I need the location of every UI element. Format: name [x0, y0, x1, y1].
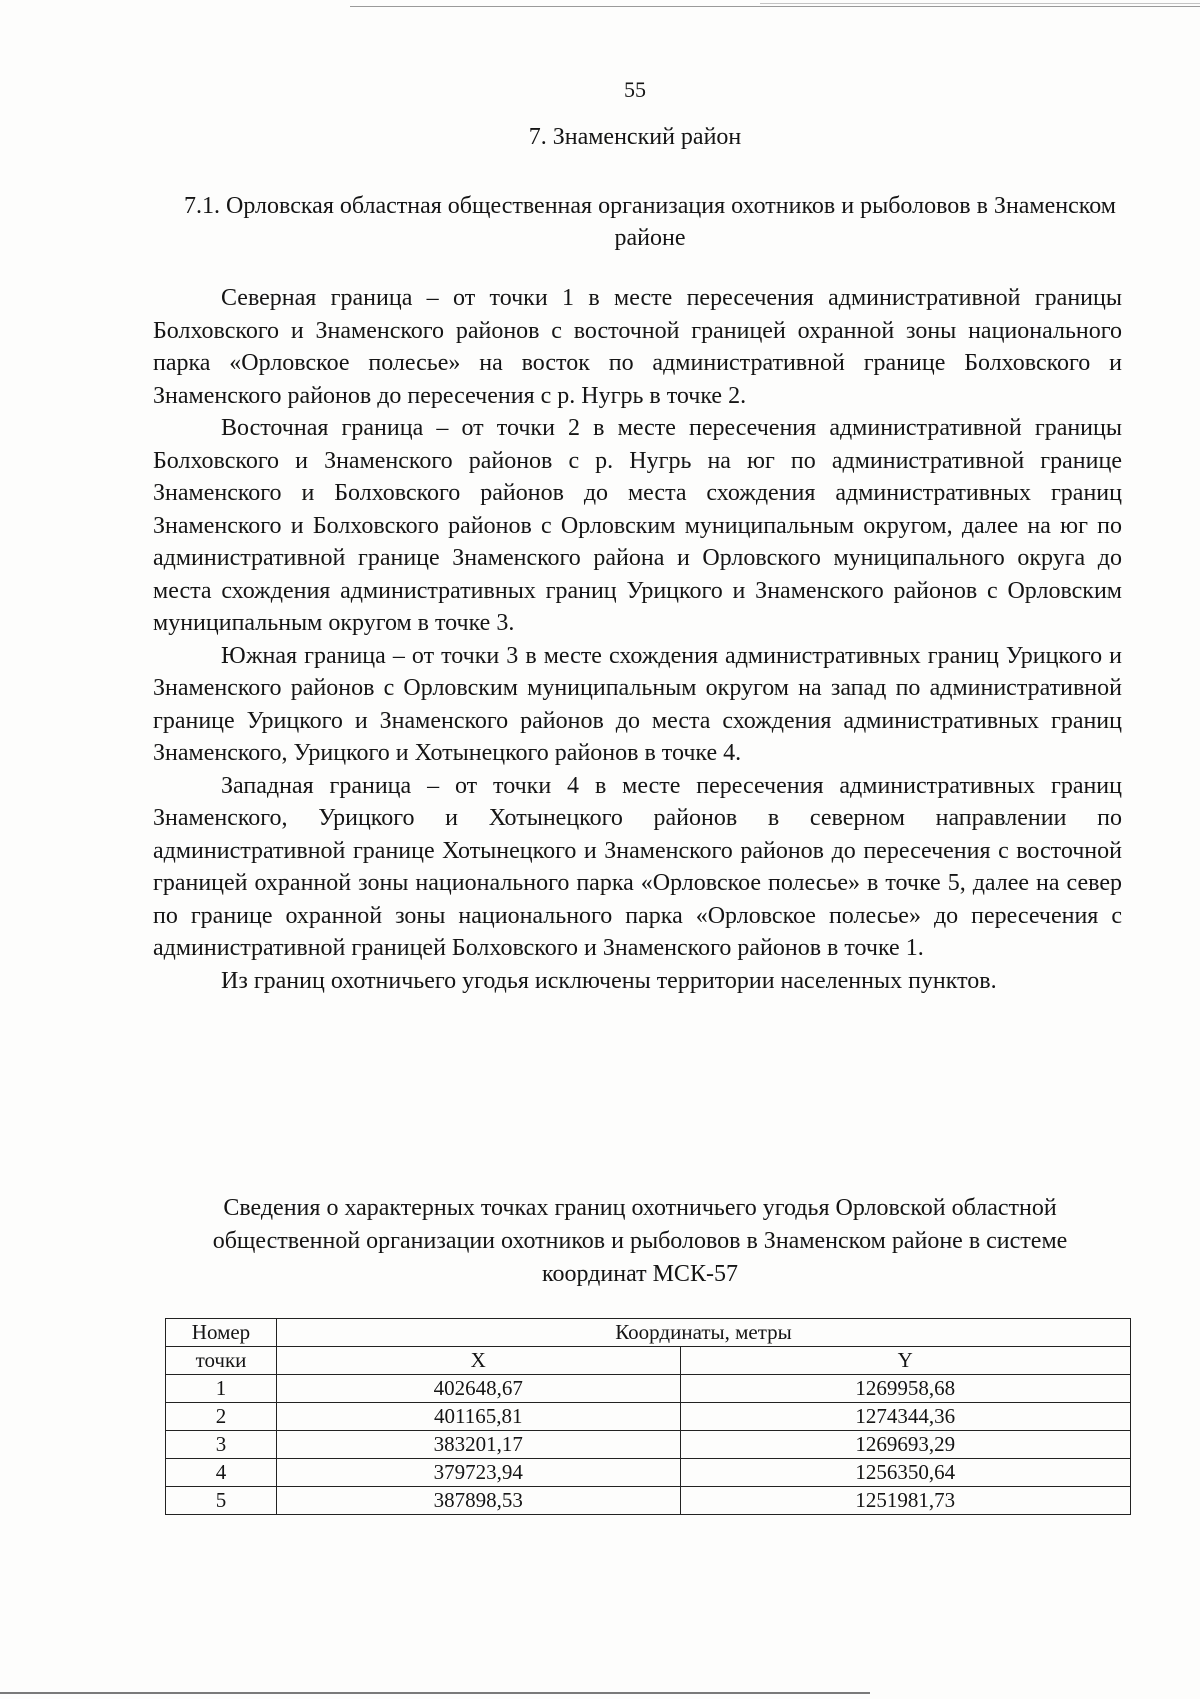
- table-header-row: [166, 1319, 1131, 1347]
- table-row: [166, 1431, 1131, 1459]
- subsection-title: 7.1. Орловская областная общественная организация охотников и рыболовов в Знаменском районе: [184, 193, 1116, 251]
- cell-x: 402648,67: [277, 1375, 681, 1403]
- paragraph-west-border: Западная граница – от точки 4 в месте пересечения административных границ Знаменского, Урицкого и Хотынецкого районов в северном направлении по административной границе Хотынецкого и Знаменского районов до пересечения с восточной границей охранной зоны национального парка «Орловское полесье» в точке 5, далее на север по границе охранной зоны национального парка «Орловское полесье» до пересечения с административной границей Болховского и Знаменского районов в точке 1.: [153, 772, 1122, 961]
- coordinates-table: [165, 1318, 1131, 1515]
- paragraph-north-border: Северная граница – от точки 1 в месте пересечения административной границы Болховского и Знаменского районов с восточной границей охранной зоны национального парка «Орловское полесье» на восток по административной границе Болховского и Знаменского районов до пересечения с р. Нугрь в точке 2.: [153, 285, 1122, 409]
- table-row: [166, 1403, 1131, 1431]
- header-point-number: Номер: [166, 1319, 277, 1347]
- table-row: [166, 1459, 1131, 1487]
- paragraph-south-border: Южная граница – от точки 3 в месте схождения административных границ Урицкого и Знаменского районов с Орловским муниципальным округом на запад по административной границе Урицкого и Знаменского районов до места схождения административных границ Знаменского, Урицкого и Хотынецкого районов в точке 4.: [153, 642, 1122, 766]
- page-number: 55: [624, 77, 646, 102]
- cell-y: 1256350,64: [680, 1459, 1130, 1487]
- header-point-number-cont: точки: [166, 1347, 277, 1375]
- scan-edge-line: [760, 3, 1200, 4]
- header-coordinates: Координаты, метры: [277, 1319, 1131, 1347]
- cell-point: 5: [166, 1487, 277, 1515]
- cell-point: 3: [166, 1431, 277, 1459]
- cell-x: 379723,94: [277, 1459, 681, 1487]
- cell-x: 387898,53: [277, 1487, 681, 1515]
- scan-edge-line: [0, 1692, 870, 1694]
- table-caption: Сведения о характерных точках границ охотничьего угодья Орловской областной общественной организации охотников и рыболовов в Знаменском районе в системе координат МСК-57: [212, 1195, 1068, 1287]
- header-x: X: [277, 1347, 681, 1375]
- document-body: [153, 282, 1122, 997]
- cell-y: 1269958,68: [680, 1375, 1130, 1403]
- header-y: Y: [680, 1347, 1130, 1375]
- paragraph-east-border: Восточная граница – от точки 2 в месте пересечения административной границы Болховского и Знаменского районов с р. Нугрь на юг по административной границе Знаменского и Болховского районов до места схождения административных границ Знаменского и Болховского районов с Орловским муниципальным округом, далее на юг по административной границе Знаменского района и Орловского муниципального округа до места схождения административных границ Урицкого и Знаменского районов с Орловским муниципальным округом в точке 3.: [153, 415, 1122, 636]
- table-row: [166, 1375, 1131, 1403]
- cell-y: 1274344,36: [680, 1403, 1130, 1431]
- cell-y: 1251981,73: [680, 1487, 1130, 1515]
- cell-x: 401165,81: [277, 1403, 681, 1431]
- cell-point: 2: [166, 1403, 277, 1431]
- table-header-row: [166, 1347, 1131, 1375]
- paragraph-exclusions: Из границ охотничьего угодья исключены территории населенных пунктов.: [221, 967, 997, 994]
- cell-y: 1269693,29: [680, 1431, 1130, 1459]
- scan-edge-line: [350, 6, 1200, 7]
- cell-x: 383201,17: [277, 1431, 681, 1459]
- cell-point: 4: [166, 1459, 277, 1487]
- cell-point: 1: [166, 1375, 277, 1403]
- section-title: 7. Знаменский район: [528, 124, 742, 150]
- table-row: [166, 1487, 1131, 1515]
